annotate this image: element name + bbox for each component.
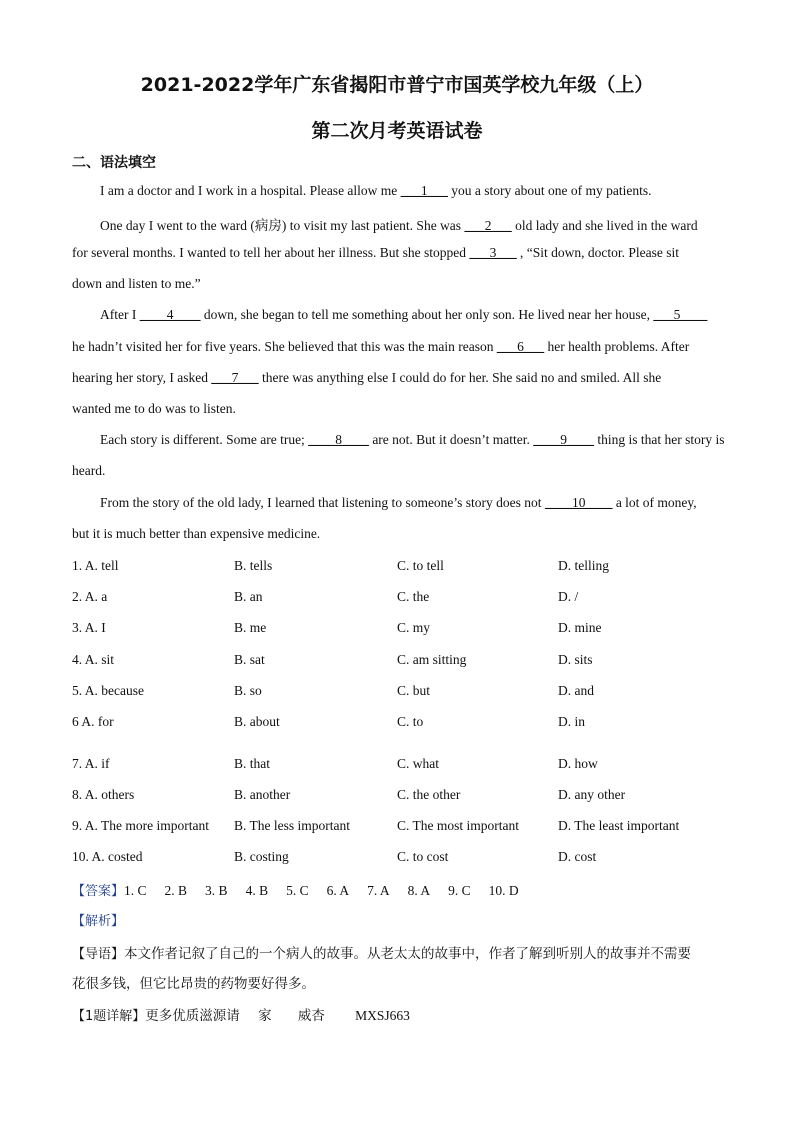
passage-text: you a story about one of my patients. bbox=[447, 183, 652, 198]
option-5-c: C. but bbox=[397, 683, 431, 698]
passage-line bbox=[72, 339, 689, 355]
guide-line-1 bbox=[72, 942, 691, 962]
passage-line bbox=[100, 432, 725, 448]
answer-item: 3. B bbox=[205, 883, 228, 898]
blank: ____10____ bbox=[544, 495, 613, 510]
option-8-c: C. the other bbox=[397, 787, 461, 802]
option-4-d: D. sits bbox=[558, 652, 593, 667]
option-10-a: 10. A. costed bbox=[72, 849, 143, 864]
blank: ____4____ bbox=[139, 307, 201, 322]
option-7-b: B. that bbox=[234, 756, 270, 771]
option-5-b: B. so bbox=[234, 683, 262, 698]
option-7-a: 7. A. if bbox=[72, 756, 110, 771]
passage-text: One day I went to the ward (病房) to visit my last patient. She was bbox=[100, 218, 465, 233]
option-3-c: C. my bbox=[397, 620, 431, 635]
option-5-d: D. and bbox=[558, 683, 594, 698]
answer-item: 2. B bbox=[164, 883, 188, 898]
answer-item: 6. A bbox=[326, 883, 350, 898]
option-8-d: D. any other bbox=[558, 787, 626, 802]
option-9-a: 9. A. The more important bbox=[72, 818, 209, 833]
answer-item: 8. A bbox=[407, 883, 431, 898]
answer-item: 1. C bbox=[124, 883, 147, 898]
option-4-b: B. sat bbox=[234, 652, 265, 667]
passage-text: hearing her story, I asked bbox=[72, 370, 212, 385]
option-7-c: C. what bbox=[397, 756, 439, 771]
option-6-d: D. in bbox=[558, 714, 585, 729]
option-3-b: B. me bbox=[234, 620, 267, 635]
blank: ___3___ bbox=[469, 245, 517, 260]
passage-text: wanted me to do was to listen. bbox=[72, 401, 236, 416]
title-line-1: 2021-2022学年广东省揭阳市普宁市国英学校九年级（上） bbox=[140, 74, 654, 96]
option-1-a: 1. A. tell bbox=[72, 558, 119, 573]
answer-item: 5. C bbox=[286, 883, 309, 898]
passage-line bbox=[72, 463, 105, 479]
option-10-b: B. costing bbox=[234, 849, 289, 864]
option-8-a: 8. A. others bbox=[72, 787, 135, 802]
answer-item: 4. B bbox=[245, 883, 269, 898]
watermark-3: MXSJ663 bbox=[355, 1008, 410, 1023]
watermark-1: 家 bbox=[258, 1008, 272, 1024]
detail-tag: 【1题详解】 bbox=[72, 1009, 146, 1024]
detail-line bbox=[72, 1004, 410, 1024]
guide-line-2: 花很多钱，但它比昂贵的药物要好得多。 bbox=[72, 976, 315, 992]
answer-item: 7. A bbox=[367, 883, 390, 898]
blank: ____9____ bbox=[533, 432, 595, 447]
passage-line bbox=[100, 495, 697, 511]
passage-line bbox=[100, 214, 698, 234]
analysis-tag: 【解析】 bbox=[72, 914, 125, 929]
blank: ____8____ bbox=[308, 432, 369, 447]
detail-text: 更多优质滋源请 bbox=[145, 1008, 240, 1024]
option-3-d: D. mine bbox=[558, 620, 602, 635]
title-line-2: 第二次月考英语试卷 bbox=[311, 120, 483, 142]
option-9-c: C. The most important bbox=[397, 818, 519, 833]
option-4-c: C. am sitting bbox=[397, 652, 467, 667]
option-6-c: C. to bbox=[397, 714, 424, 729]
passage-text: down and listen to me.” bbox=[72, 276, 201, 291]
passage-text: for several months. I wanted to tell her about her illness. But she stopped bbox=[72, 245, 470, 260]
option-10-d: D. cost bbox=[558, 849, 597, 864]
passage-text: down, she began to tell me something about her only son. He lived near her house, bbox=[200, 307, 654, 322]
answer-item: 9. C bbox=[448, 883, 471, 898]
option-2-d: D. / bbox=[558, 589, 579, 604]
option-2-a: 2. A. a bbox=[72, 589, 108, 604]
passage-text: I am a doctor and I work in a hospital. Please allow me bbox=[100, 183, 401, 198]
option-1-c: C. to tell bbox=[397, 558, 444, 573]
option-9-b: B. The less important bbox=[234, 818, 350, 833]
passage-line bbox=[72, 245, 679, 261]
passage-line bbox=[100, 307, 707, 323]
option-2-b: B. an bbox=[234, 589, 263, 604]
answer-tag: 【答案】 bbox=[72, 884, 125, 899]
option-8-b: B. another bbox=[234, 787, 291, 802]
blank: ___2___ bbox=[464, 218, 512, 233]
passage-line bbox=[72, 526, 320, 542]
guide-text: 本文作者记叙了自己的一个病人的故事。从老太太的故事中，作者了解到听别人的故事并不需要 bbox=[124, 946, 692, 962]
option-3-a: 3. A. I bbox=[72, 620, 106, 635]
option-1-d: D. telling bbox=[558, 558, 609, 573]
answer-line bbox=[72, 880, 537, 899]
passage-text: From the story of the old lady, I learned that listening to someone’s story does not bbox=[100, 495, 545, 510]
option-4-a: 4. A. sit bbox=[72, 652, 115, 667]
passage-text: Each story is different. Some are true; bbox=[100, 432, 309, 447]
passage-line bbox=[72, 370, 661, 386]
passage-text: her health problems. After bbox=[544, 339, 690, 354]
option-6-b: B. about bbox=[234, 714, 280, 729]
option-6-a: 6 A. for bbox=[72, 714, 114, 729]
answer-item: 10. D bbox=[488, 883, 519, 898]
watermark-2: 威杏 bbox=[297, 1008, 325, 1024]
blank: ___5____ bbox=[653, 307, 708, 322]
passage-line bbox=[72, 276, 201, 292]
option-1-b: B. tells bbox=[234, 558, 273, 573]
option-9-d: D. The least important bbox=[558, 818, 680, 833]
blank: ___6___ bbox=[496, 339, 545, 354]
passage-text: there was anything else I could do for her. She said no and smiled. All she bbox=[258, 370, 662, 385]
option-2-c: C. the bbox=[397, 589, 430, 604]
guide-tag: 【导语】 bbox=[72, 947, 125, 962]
passage-text: old lady and she lived in the ward bbox=[511, 218, 698, 233]
passage-text: thing is that her story is bbox=[594, 432, 725, 447]
option-5-a: 5. A. because bbox=[72, 683, 144, 698]
option-10-c: C. to cost bbox=[397, 849, 449, 864]
passage-text: are not. But it doesn’t matter. bbox=[368, 432, 534, 447]
passage-line bbox=[72, 401, 236, 417]
passage-text: he hadn’t visited her for five years. She believed that this was the main reason bbox=[72, 339, 497, 354]
passage-text: a lot of money, bbox=[612, 495, 697, 510]
blank: ___7___ bbox=[211, 370, 259, 385]
blank: ___1___ bbox=[400, 183, 448, 198]
passage-text: , “Sit down, doctor. Please sit bbox=[516, 245, 680, 260]
passage-text: but it is much better than expensive medicine. bbox=[72, 526, 321, 541]
section-heading: 二、语法填空 bbox=[72, 155, 156, 171]
passage-text: After I bbox=[100, 307, 140, 322]
passage-line bbox=[100, 183, 652, 199]
option-7-d: D. how bbox=[558, 756, 598, 771]
passage-text: heard. bbox=[72, 463, 106, 478]
